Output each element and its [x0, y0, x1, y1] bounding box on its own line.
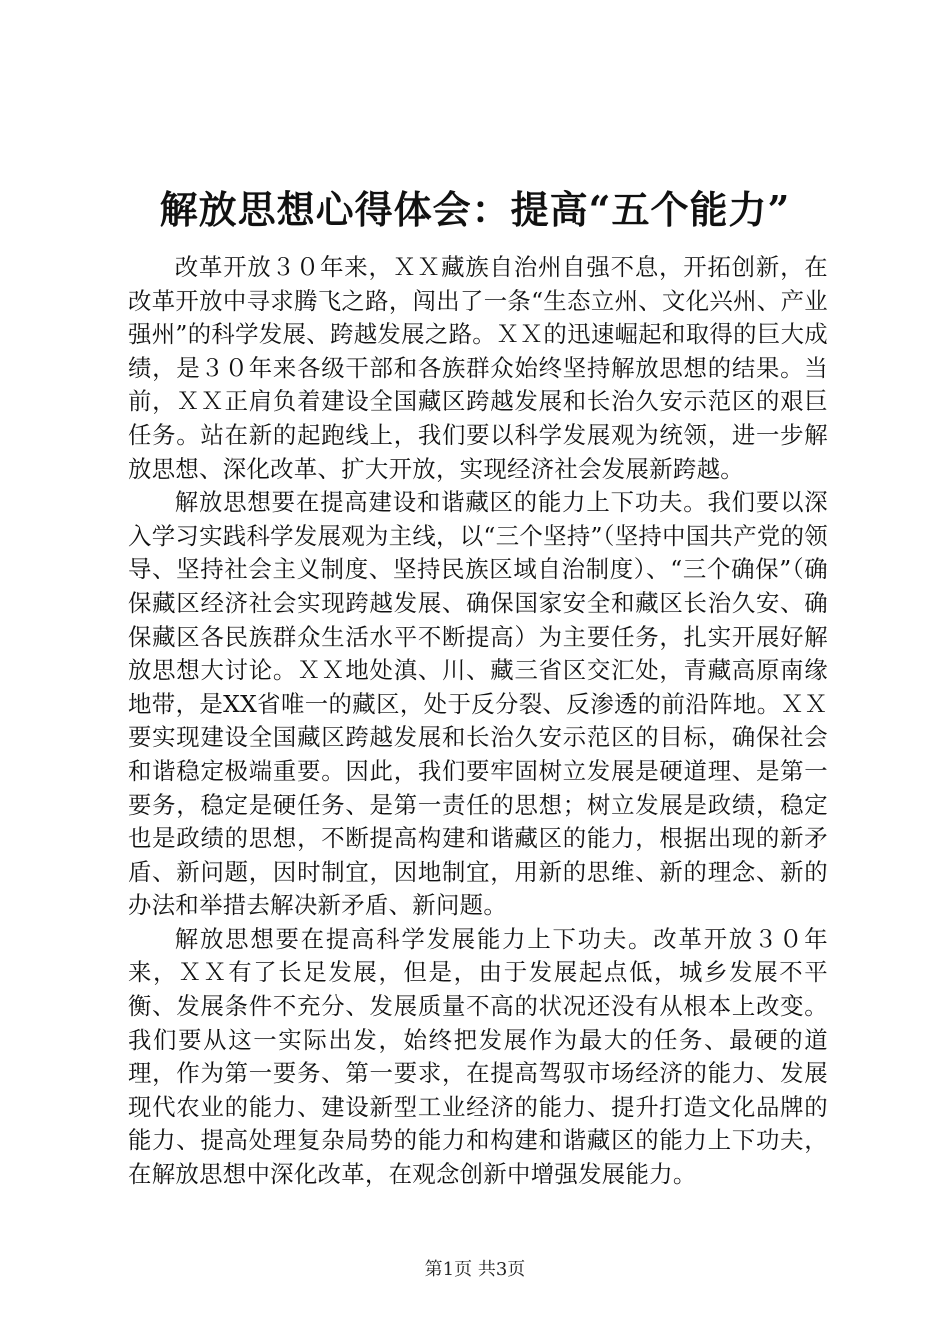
paragraph: 解放思想要在提高科学发展能力上下功夫。改革开放３０年来，ＸＸ有了长足发展，但是，由于发展起点低，城乡发展不平衡、发展条件不充分、发展质量不高的状况还没有从根本上改变。我们要从这一实际出发，始终把发展作为最大的任务、最硬的道理，作为第一要务、第一要求，在提高驾驭市场经济的能力、发展现代农业的能力、建设新型工业经济的能力、提升打造文化品牌的能力、提高处理复杂局势的能力和构建和谐藏区的能力上下功夫，在解放思想中深化改革，在观念创新中增强发展能力。	[128, 924, 828, 1189]
paragraph: 解放思想要在提高建设和谐藏区的能力上下功夫。我们要以深入学习实践科学发展观为主线，以“三个坚持”（坚持中国共产党的领导、坚持社会主义制度、坚持民族区域自治制度）、“三个确保”（确保藏区经济社会实现跨越发展、确保国家安全和藏区长治久安、确保藏区各民族群众生活水平不断提高）为主要任务，扎实开展好解放思想大讨论。ＸＸ地处滇、川、藏三省区交汇处，青藏高原南缘地带，是XX省唯一的藏区，处于反分裂、反渗透的前沿阵地。ＸＸ要实现建设全国藏区跨越发展和长治久安示范区的目标，确保社会和谐稳定极端重要。因此，我们要牢固树立发展是硬道理、是第一要务，稳定是硬任务、是第一责任的思想；树立发展是政绩，稳定也是政绩的思想，不断提高构建和谐藏区的能力，根据出现的新矛盾、新问题，因时制宜，因地制宜，用新的思维、新的理念、新的办法和举措去解决新矛盾、新问题。	[128, 488, 828, 920]
page-number-footer: 第1页 共3页	[424, 1259, 526, 1280]
document-body	[128, 251, 828, 1192]
document-title: 解放思想心得体会：提高“五个能力”	[159, 187, 791, 232]
paragraph: 改革开放３０年来，ＸＸ藏族自治州自强不息，开拓创新，在改革开放中寻求腾飞之路，闯出了一条“生态立州、文化兴州、产业强州”的科学发展、跨越发展之路。ＸＸ的迅速崛起和取得的巨大成绩，是３０年来各级干部和各族群众始终坚持解放思想的结果。当前，ＸＸ正肩负着建设全国藏区跨越发展和长治久安示范区的艰巨任务。站在新的起跑线上，我们要以科学发展观为统领，进一步解放思想、深化改革、扩大开放，实现经济社会发展新跨越。	[128, 253, 828, 483]
